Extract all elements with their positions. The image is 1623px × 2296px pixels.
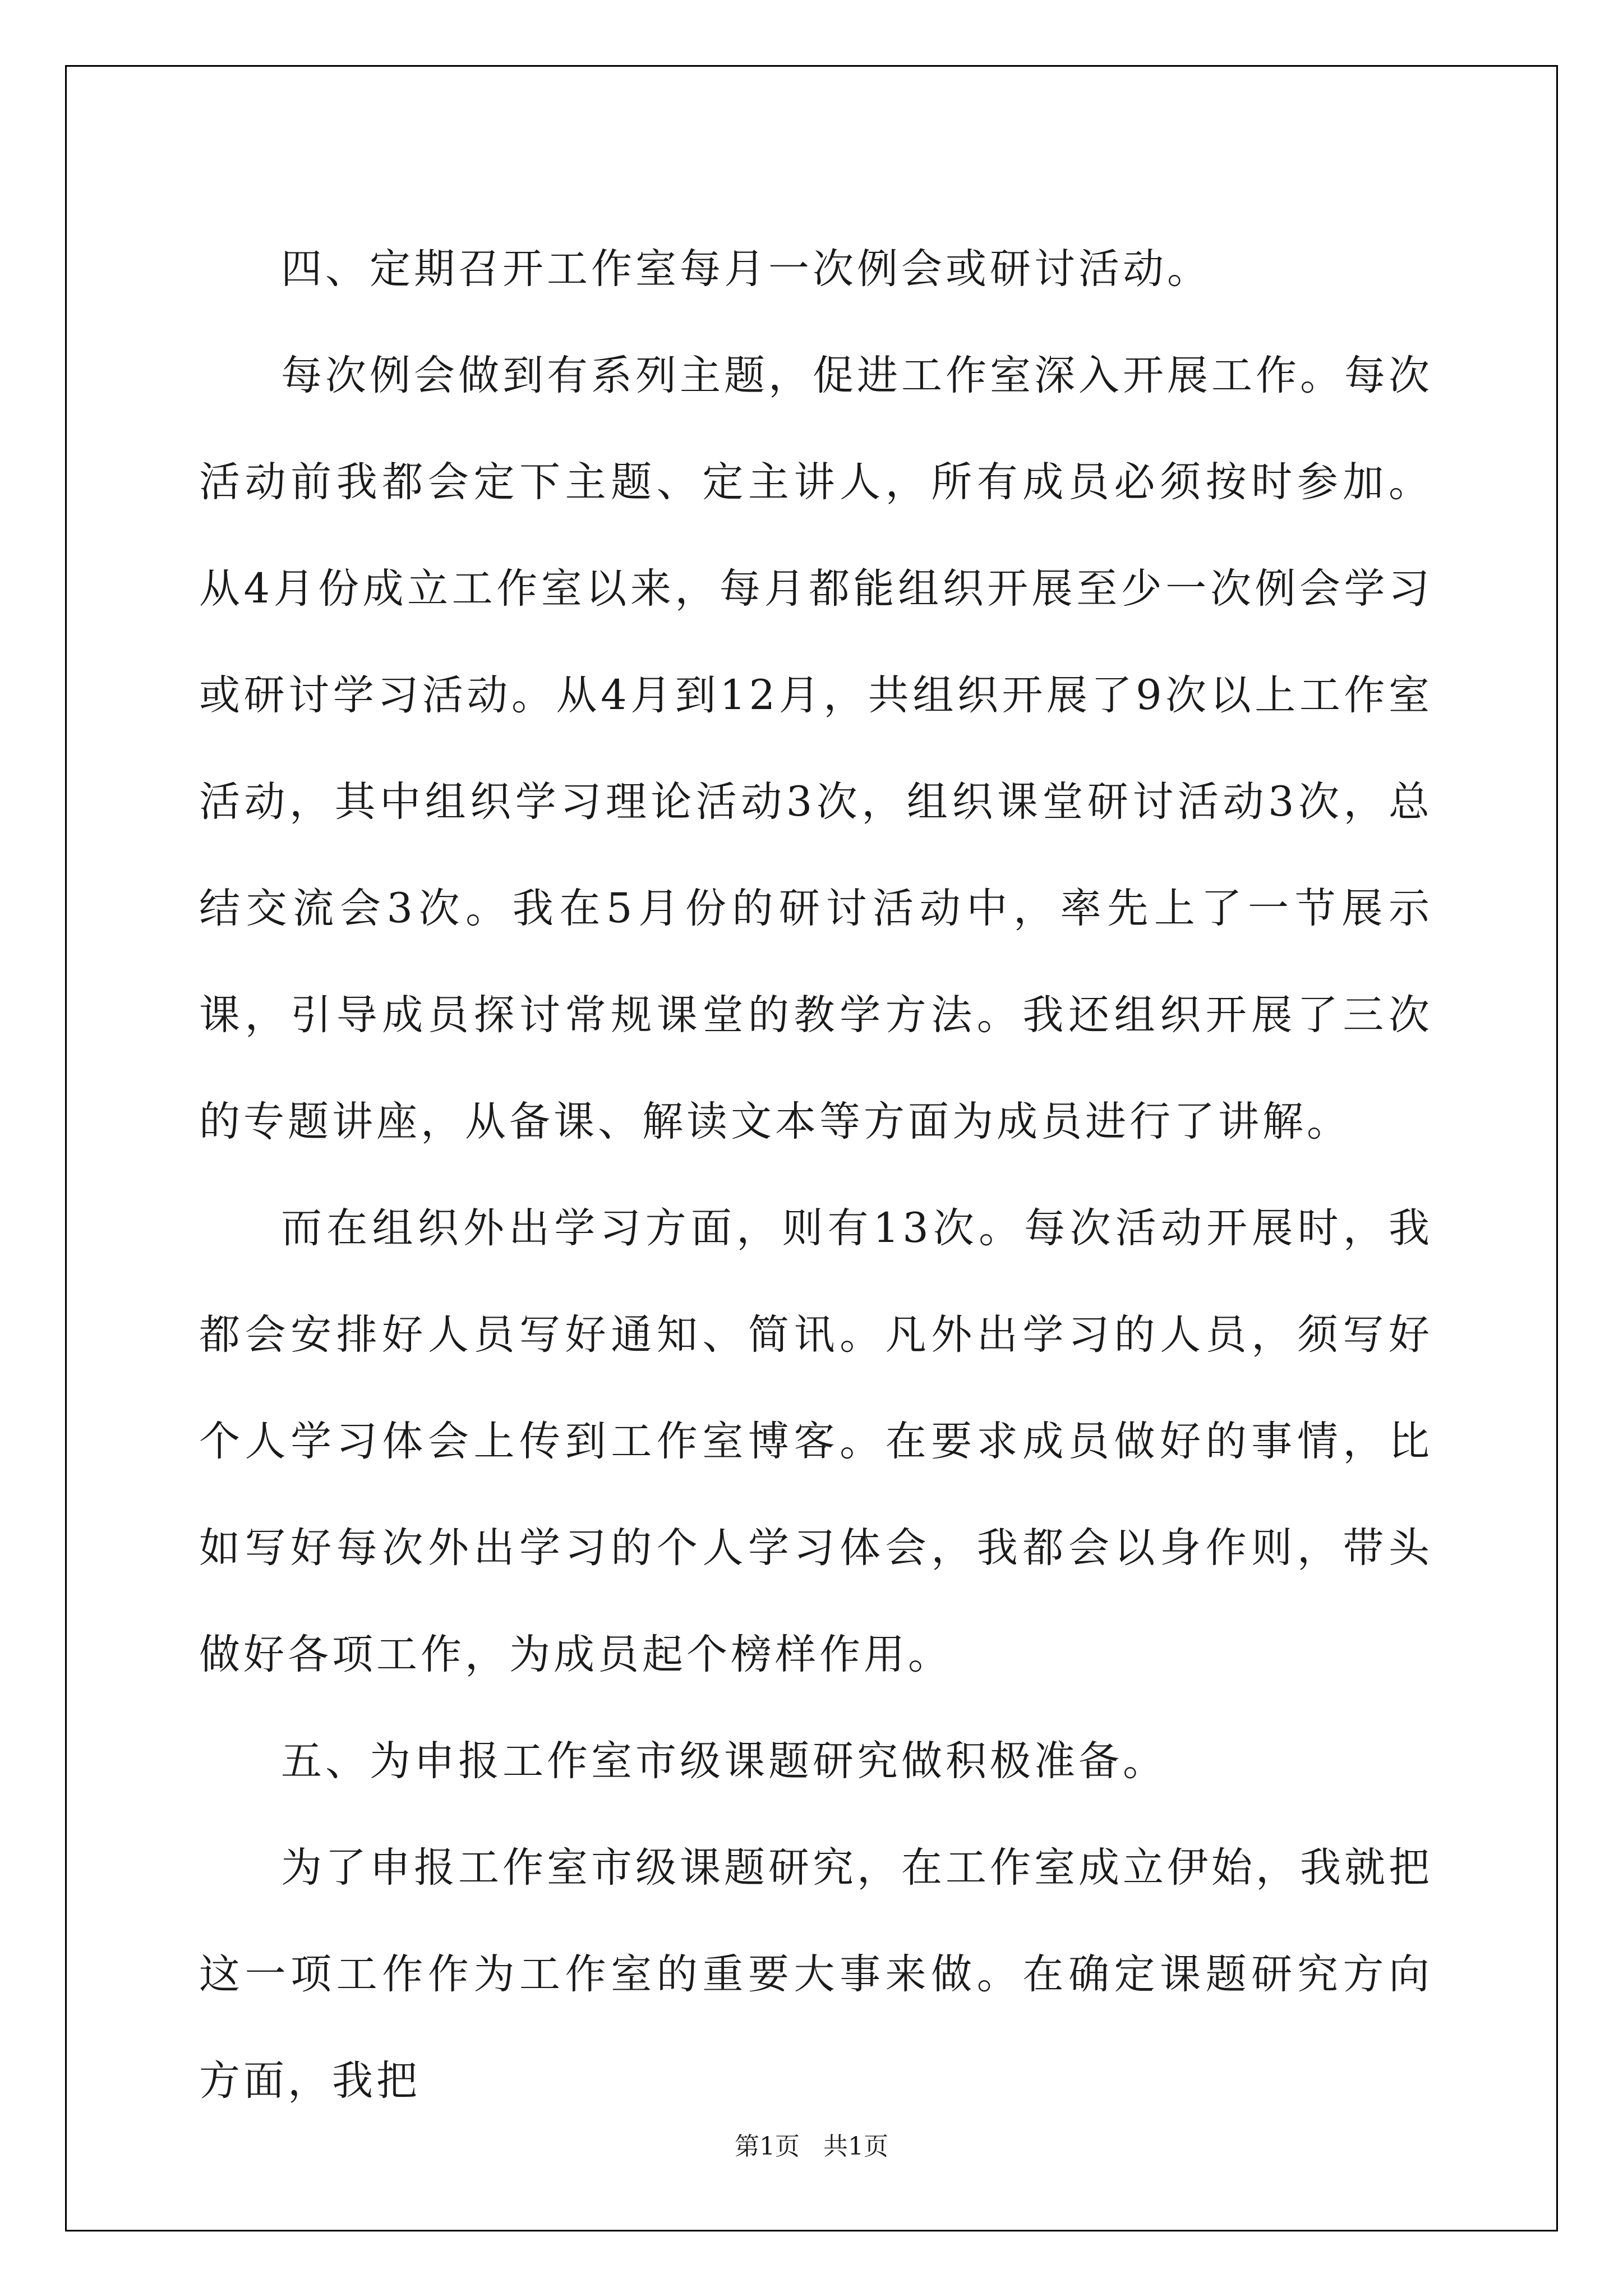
paragraph-research: 为了申报工作室市级课题研究，在工作室成立伊始，我就把这一项工作作为工作室的重要大事来做。在确定课题研究方向方面，我把: [199, 1844, 1433, 2105]
paragraph-outings: 而在组织外出学习方面，则有13次。每次活动开展时，我都会安排好人员写好通知、简讯。凡外出学习的人员，须写好个人学习体会上传到工作室博客。在要求成员做好的事情，比如写好每次外出学习的个人学习体会，我都会以身作则，带头做好各项工作，为成员起个榜样作用。: [199, 1204, 1433, 1678]
document-body: [199, 216, 1433, 2134]
section-heading-four: 四、定期召开工作室每月一次例会或研讨活动。: [281, 245, 1211, 293]
section-heading-five: 五、为申报工作室市级课题研究做积极准备。: [281, 1737, 1167, 1785]
page-footer: 第1页 共1页: [735, 2132, 888, 2161]
paragraph-meetings: 每次例会做到有系列主题，促进工作室深入开展工作。每次活动前我都会定下主题、定主讲人，所有成员必须按时参加。从4月份成立工作室以来，每月都能组织开展至少一次例会学习或研讨学习活动。从4月到12月，共组织开展了9次以上工作室活动，其中组织学习理论活动3次，组织课堂研讨活动3次，总结交流会3次。我在5月份的研讨活动中，率先上了一节展示课，引导成员探讨常规课堂的教学方法。我还组织开展了三次的专题讲座，从备课、解读文本等方面为成员进行了讲解。: [199, 352, 1433, 1145]
